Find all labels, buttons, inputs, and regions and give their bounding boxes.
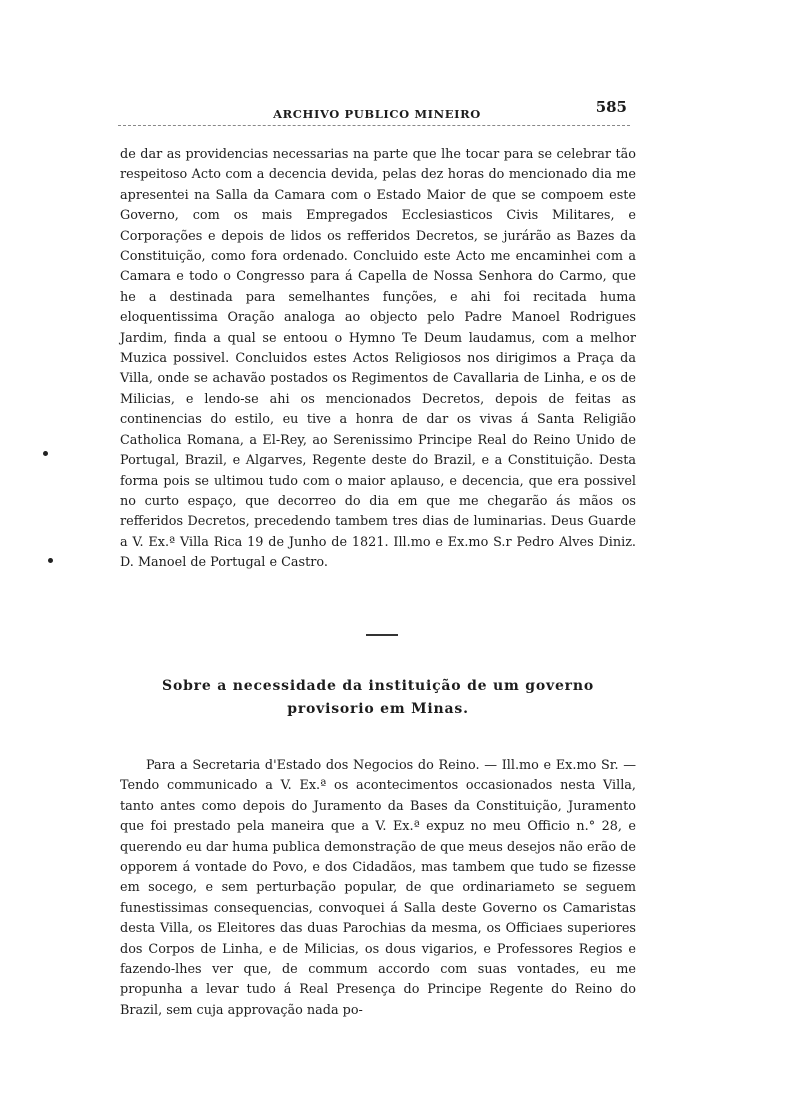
margin-mark xyxy=(48,558,53,563)
section-separator xyxy=(366,634,398,636)
section-title: Sobre a necessidade da instituição de um governo provisorio em Minas. xyxy=(162,678,594,717)
page-number: 585 xyxy=(595,98,627,116)
section-text-block xyxy=(120,756,636,1021)
header-rule xyxy=(118,125,630,126)
margin-mark xyxy=(43,451,48,456)
continued-text-block xyxy=(120,145,636,574)
section-paragraph: Para a Secretaria d'Estado dos Negocios do Reino. — Ill.mo e Ex.mo Sr. — Tendo communicado a V. Ex.ª os acontecimentos occasionados nesta Villa, tanto antes como depois do Juramento da Bases da Constituição, Juramento que foi prestado pela maneira que a V. Ex.ª expuz no meu Officio n.° 28, e querendo eu dar huma publica demonstração de que meus desejos não erão de opporem á vontade do Povo, e dos Cidadãos, mas tambem que tudo se fizesse em socego, e sem perturbação popular, de que ordinariameto se seguem funestissimas consequencias, convoquei á Salla deste Governo os Camaristas desta Villa, os Eleitores das duas Parochias da mesma, os Officiaes superiores dos Corpos de Linha, e de Milicias, os dous vigarios, e Professores Regios e fazendo-lhes ver que, de commum accordo com suas vontades, eu me propunha a levar tudo á Real Presença do Principe Regente do Reino do Brazil, sem cuja approvação nada po- xyxy=(120,758,636,1018)
running-head xyxy=(117,98,637,124)
running-head-title: ARCHIVO PUBLICO MINEIRO xyxy=(273,107,481,121)
continued-paragraph: de dar as providencias necessarias na parte que lhe tocar para se celebrar tão respeitoso Acto com a decencia devida, pelas dez horas do mencionado dia me apresentei na Salla da Camara com o Estado Maior de que se compoem este Governo, com os mais Empregados Ecclesiasticos Civis Militares, e Corporações e depois de lidos os refferidos Decretos, se jurárão as Bazes da Constituição, como fora ordenado. Concluido este Acto me encaminhei com a Camara e todo o Congresso para á Capella de Nossa Senhora do Carmo, que he a destinada para semelhantes funções, e ahi foi recitada huma eloquentissima Oração analoga ao objecto pelo Padre Manoel Rodrigues Jardim, finda a qual se entoou o Hymno Te Deum laudamus, com a melhor Muzica possivel. Concluidos estes Actos Religiosos nos dirigimos a Praça da Villa, onde se achavão postados os Regimentos de Cavallaria de Linha, e os de Milicias, e lendo-se ahi os mencionados Decretos, depois de feitas as continencias do estilo, eu tive a honra de dar os vivas á Santa Religião Catholica Romana, a El-Rey, ao Serenissimo Principe Real do Reino Unido de Portugal, Brazil, e Algarves, Regente deste do Brazil, e a Constituição. Desta forma pois se ultimou tudo com o maior aplauso, e decencia, que era possivel no curto espaço, que decorreo do dia em que me chegarão ás mãos os refferidos Decretos, precedendo tambem tres dias de luminarias. Deus Guarde a V. Ex.ª Villa Rica 19 de Junho de 1821. Ill.mo e Ex.mo S.r Pedro Alves Diniz. D. Manoel de Portugal e Castro. xyxy=(120,147,636,571)
